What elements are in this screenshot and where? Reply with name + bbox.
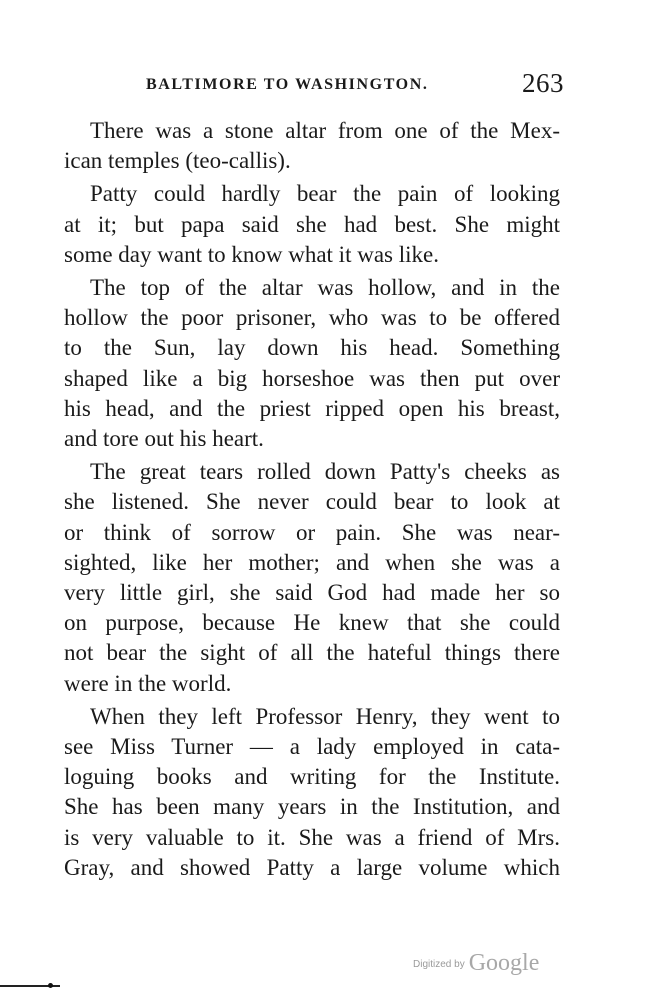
text-line: hollow the poor prisoner, who was to be offered [64, 305, 560, 331]
text-line: very little girl, she said God had made her so [64, 580, 560, 606]
running-title: BALTIMORE TO WASHINGTON. [146, 76, 429, 93]
text-line: and tore out his heart. [64, 426, 264, 452]
text-line: she listened. She never could bear to look at [64, 489, 560, 515]
paragraph-2 [64, 179, 560, 270]
text-line: not bear the sight of all the hateful things there [64, 640, 560, 666]
digitized-watermark [413, 950, 539, 977]
margin-dot [48, 983, 53, 988]
text-line: some day want to know what it was like. [64, 241, 439, 267]
paragraph-3 [64, 273, 560, 454]
text-line: see Miss Turner — a lady employed in cata- [64, 734, 560, 760]
running-head [64, 68, 564, 104]
text-line: his head, and the priest ripped open his breast, [64, 395, 560, 421]
watermark-prefix: Digitized by [413, 959, 465, 970]
body-text [64, 116, 560, 886]
paragraph-1 [64, 116, 560, 176]
text-line: ican temples (teo-callis). [64, 148, 291, 174]
text-line: sighted, like her mother; and when she was a [64, 549, 560, 575]
google-logo: Google [468, 950, 540, 976]
text-line: shaped like a big horseshoe was then put over [64, 365, 560, 391]
text-line: When they left Professor Henry, they went to [90, 703, 560, 729]
paragraph-5 [64, 702, 560, 883]
text-line: is very valuable to it. She was a friend of Mrs. [64, 824, 560, 850]
text-line: or think of sorrow or pain. She was near- [64, 519, 560, 545]
text-line: on purpose, because He knew that she could [64, 610, 560, 636]
text-line: There was a stone altar from one of the Mex- [90, 118, 560, 143]
text-line: were in the world. [64, 670, 232, 696]
paragraph-4 [64, 457, 560, 699]
text-line: loguing books and writing for the Institute. [64, 764, 560, 790]
page-number: 263 [522, 68, 564, 98]
text-line: The great tears rolled down Patty's cheeks as [90, 459, 560, 485]
text-line: Patty could hardly bear the pain of looking [90, 181, 560, 207]
text-line: Gray, and showed Patty a large volume which [64, 854, 560, 880]
text-line: to the Sun, lay down his head. Something [64, 335, 560, 361]
text-line: at it; but papa said she had best. She might [64, 211, 560, 237]
text-line: The top of the altar was hollow, and in the [90, 275, 560, 301]
text-line: She has been many years in the Institution, and [64, 794, 560, 820]
